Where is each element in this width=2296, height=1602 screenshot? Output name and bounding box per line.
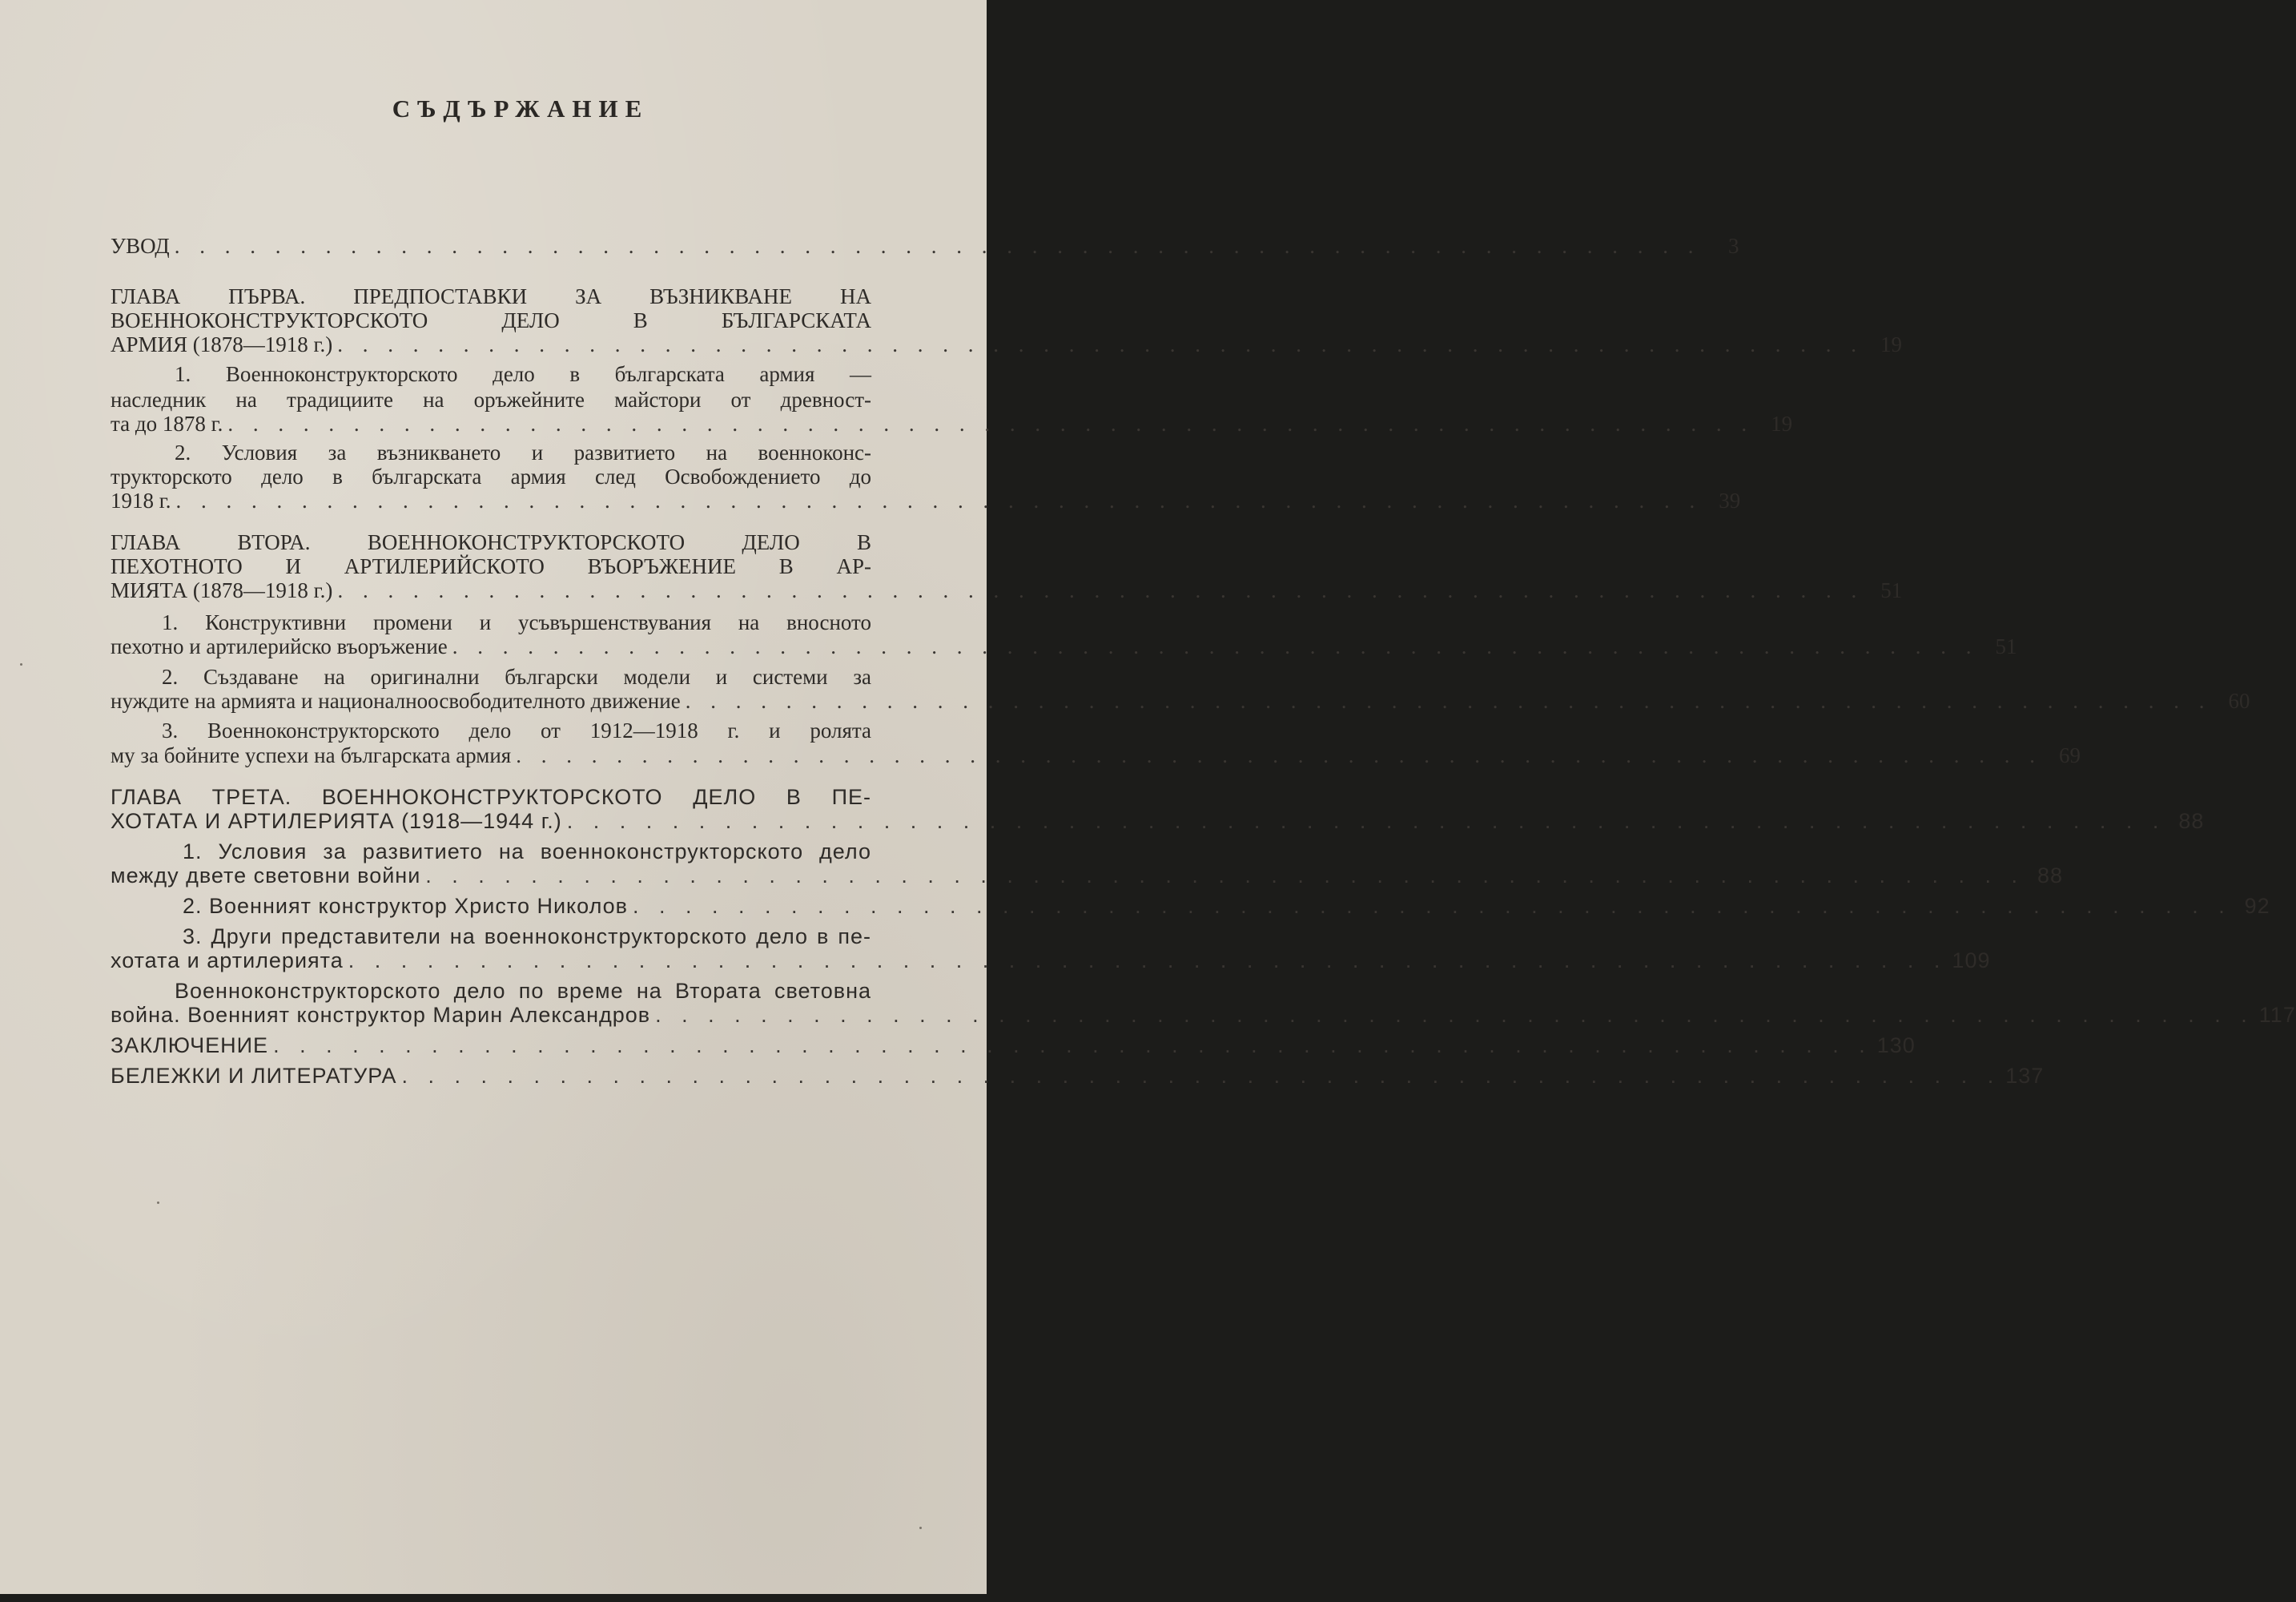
toc-page-number: 19 bbox=[1771, 412, 1793, 436]
toc-chapter-heading: ГЛАВА ВТОРА. ВОЕННОКОНСТРУКТОРСКОТО ДЕЛО В bbox=[111, 530, 871, 554]
toc-entry-text: нуждите на армията и националноосвободителното движение bbox=[111, 689, 681, 713]
toc-subentry-text: 2. Създаване на оригинални български модели и системи за bbox=[162, 665, 871, 689]
toc-entry-section bbox=[111, 894, 2270, 918]
toc-subentry-text: трукторското дело в българската армия след Освобождението до bbox=[111, 465, 871, 489]
toc-entry-section bbox=[111, 634, 2017, 658]
toc-entry-conclusion bbox=[111, 1033, 1916, 1057]
toc-entry-section bbox=[111, 1003, 2296, 1027]
toc-subentry-text: 2. Условия за възникването и развитието на военноконс- bbox=[175, 441, 871, 465]
toc-entry-section bbox=[111, 743, 2081, 767]
toc-entry-section bbox=[111, 863, 2063, 888]
toc-subentry-text: 1. Условия за развитието на военноконструкторското дело bbox=[183, 839, 871, 863]
toc-page-number: 3 bbox=[1727, 234, 1739, 258]
toc-page-number: 137 bbox=[2005, 1064, 2045, 1088]
leader-dots: . . . . . . . . . . . . . . . . . . . . . . . . . . . . . . . . . . . . . . . . . . . . . . . . . . . . . . . . . . . . . bbox=[348, 948, 1948, 972]
toc-entry-chapter-1 bbox=[111, 332, 1903, 356]
toc-page-number: 51 bbox=[1995, 634, 2017, 658]
toc-chapter-heading: ВОЕННОКОНСТРУКТОРСКОТО ДЕЛО В БЪЛГАРСКАТА bbox=[111, 308, 871, 332]
leader-dots: . . . . . . . . . . . . . . . . . . . . . . . . . . . . . . . . . . . . . . . . . . . . . . . . . . . . . . . . . . . . . bbox=[175, 489, 1703, 513]
toc-subentry-text: 1. Конструктивни промени и усъвършенствувания на вносното bbox=[162, 610, 871, 634]
toc-page-number: 109 bbox=[1952, 948, 1991, 972]
toc-page-number: 39 bbox=[1719, 489, 1741, 513]
toc-page-number: 92 bbox=[2244, 894, 2270, 918]
toc-entry-text: АРМИЯ (1878—1918 г.) bbox=[111, 332, 333, 356]
toc-subentry-text: 1. Военноконструкторското дело в българската армия — bbox=[175, 362, 871, 386]
toc-page-number: 88 bbox=[2037, 863, 2063, 888]
leader-dots: . . . . . . . . . . . . . . . . . . . . . . . . . . . . . . . . . . . . . . . . . . . . . . . . . . . . . . . . . . . . . bbox=[273, 1033, 1872, 1057]
toc-entry-section bbox=[111, 689, 2250, 713]
leader-dots: . . . . . . . . . . . . . . . . . . . . . . . . . . . . . . . . . . . . . . . . . . . . . . . . . . . . . . . . . . . . . bbox=[566, 809, 2166, 833]
toc-entry-text: ЗАКЛЮЧЕНИЕ bbox=[111, 1033, 269, 1057]
toc-page-number: 88 bbox=[2178, 809, 2205, 833]
leader-dots: . . . . . . . . . . . . . . . . . . . . . . . . . . . . . . . . . . . . . . . . . . . . . . . . . . . . . . . . . . . . . bbox=[401, 1064, 2001, 1088]
leader-dots: . . . . . . . . . . . . . . . . . . . . . . . . . . . . . . . . . . . . . . . . . . . . . . . . . . . . . . . . . . . . . bbox=[685, 689, 2212, 713]
toc-page-number: 51 bbox=[1880, 578, 1903, 602]
toc-entry-text: ХОТАТА И АРТИЛЕРИЯТА (1918—1944 г.) bbox=[111, 809, 562, 833]
toc-entry-section bbox=[111, 412, 1793, 436]
toc-entry-intro bbox=[111, 234, 1739, 258]
paper-speck bbox=[919, 1527, 922, 1529]
leader-dots: . . . . . . . . . . . . . . . . . . . . . . . . . . . . . . . . . . . . . . . . . . . . . . . . . . . . . . . . . . . . . bbox=[337, 332, 1864, 356]
toc-entry-text: 1918 г. bbox=[111, 489, 171, 513]
toc-entry-section bbox=[111, 948, 1991, 972]
toc-entry-chapter-3 bbox=[111, 809, 2205, 833]
toc-entry-text: та до 1878 г. bbox=[111, 412, 223, 436]
toc-subentry-text: Военноконструкторското дело по време на Втората световна bbox=[175, 979, 871, 1003]
toc-page-number: 60 bbox=[2228, 689, 2250, 713]
toc-page-number: 117 bbox=[2258, 1003, 2296, 1027]
leader-dots: . . . . . . . . . . . . . . . . . . . . . . . . . . . . . . . . . . . . . . . . . . . . . . . . . . . . . . . . . . . . . bbox=[227, 412, 1755, 436]
leader-dots: . . . . . . . . . . . . . . . . . . . . . . . . . . . . . . . . . . . . . . . . . . . . . . . . . . . . . . . . . . . . . bbox=[516, 743, 2042, 767]
toc-entry-section bbox=[111, 489, 1741, 513]
leader-dots: . . . . . . . . . . . . . . . . . . . . . . . . . . . . . . . . . . . . . . . . . . . . . . . . . . . . . . . . . . . . . bbox=[337, 578, 1864, 602]
toc-subentry-text: 3. Военноконструкторското дело от 1912—1918 г. и ролята bbox=[162, 718, 871, 743]
leader-dots: . . . . . . . . . . . . . . . . . . . . . . . . . . . . . . . . . . . . . . . . . . . . . . . . . . . . . . . . . . . . . bbox=[655, 1003, 2254, 1027]
leader-dots: . . . . . . . . . . . . . . . . . . . . . . . . . . . . . . . . . . . . . . . . . . . . . . . . . . . . . . . . . . . . . bbox=[174, 234, 1701, 258]
paper-speck bbox=[157, 1202, 159, 1204]
toc-entry-text: му за бойните успехи на българската армия bbox=[111, 743, 512, 767]
toc-entry-text: между двете световни войни bbox=[111, 863, 421, 888]
toc-entry-text: хотата и артилерията bbox=[111, 948, 344, 972]
toc-chapter-heading: ГЛАВА ТРЕТА. ВОЕННОКОНСТРУКТОРСКОТО ДЕЛО В ПЕ- bbox=[111, 785, 871, 809]
toc-entry-text: пехотно и артилерийско въоръжение bbox=[111, 634, 448, 658]
leader-dots: . . . . . . . . . . . . . . . . . . . . . . . . . . . . . . . . . . . . . . . . . . . . . . . . . . . . . . . . . . . . . bbox=[633, 894, 2232, 918]
toc-subentry-text: наследник на традициите на оръжейните майстори от древност- bbox=[111, 388, 871, 412]
toc-chapter-heading: ПЕХОТНОТО И АРТИЛЕРИЙСКОТО ВЪОРЪЖЕНИЕ В АР- bbox=[111, 554, 871, 578]
toc-entry-text: УВОД bbox=[111, 234, 170, 258]
toc-page-number: 69 bbox=[2058, 743, 2081, 767]
toc-entry-text: 2. Военният конструктор Христо Николов bbox=[183, 894, 629, 918]
leader-dots: . . . . . . . . . . . . . . . . . . . . . . . . . . . . . . . . . . . . . . . . . . . . . . . . . . . . . . . . . . . . . bbox=[425, 863, 2025, 888]
toc-entry-notes bbox=[111, 1064, 2045, 1088]
toc-entry-text: МИЯТА (1878—1918 г.) bbox=[111, 578, 333, 602]
toc-subentry-text: 3. Други представители на военноконструкторското дело в пе- bbox=[183, 924, 871, 948]
leader-dots: . . . . . . . . . . . . . . . . . . . . . . . . . . . . . . . . . . . . . . . . . . . . . . . . . . . . . . . . . . . . . bbox=[452, 634, 1979, 658]
paper-speck bbox=[20, 663, 22, 666]
page-title: СЪДЪРЖАНИЕ bbox=[392, 95, 649, 123]
toc-page-number: 130 bbox=[1876, 1033, 1916, 1057]
toc-entry-text: война. Военният конструктор Марин Александров bbox=[111, 1003, 651, 1027]
toc-entry-text: БЕЛЕЖКИ И ЛИТЕРАТУРА bbox=[111, 1064, 397, 1088]
toc-page-number: 19 bbox=[1880, 332, 1903, 356]
toc-entry-chapter-2 bbox=[111, 578, 1903, 602]
toc-chapter-heading: ГЛАВА ПЪРВА. ПРЕДПОСТАВКИ ЗА ВЪЗНИКВАНЕ НА bbox=[111, 284, 871, 308]
